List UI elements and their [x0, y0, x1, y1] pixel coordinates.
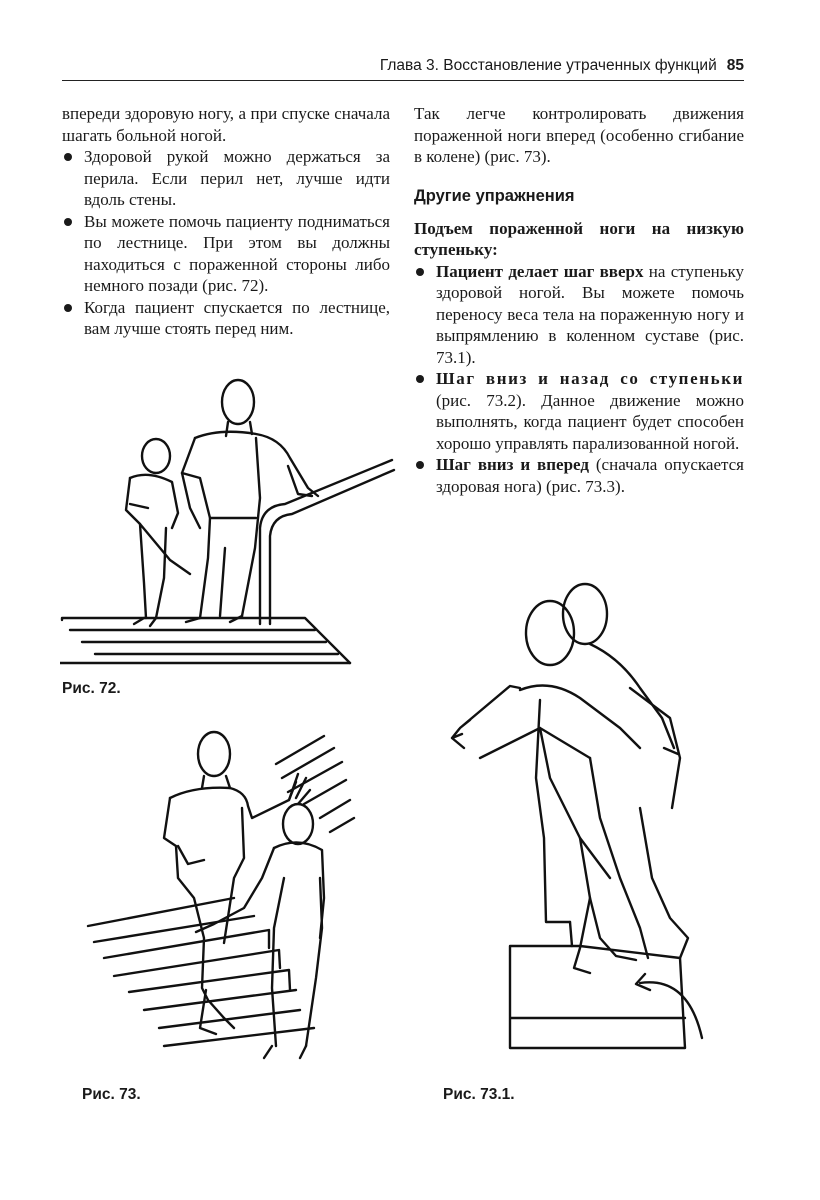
right-bullet-3: [414, 454, 744, 497]
figure-73-caption: Рис. 73.: [82, 1086, 141, 1103]
figure-72-caption: Рис. 72.: [62, 680, 121, 697]
figure-73-1-caption: Рис. 73.1.: [443, 1086, 515, 1103]
fig73-patient-head: [198, 732, 230, 776]
figure-73-illustration: [84, 728, 374, 1073]
exercise-subheading: Подъем пораженной ноги на низкую ступеньку:: [414, 218, 744, 259]
fig72-stairs: [62, 618, 350, 663]
figure-73-1-illustration: [440, 578, 740, 1058]
running-header: [62, 56, 744, 81]
bullet-1-lead: Пациент делает шаг вверх: [436, 261, 644, 281]
left-bullet-3: Когда пациент спускается по лестнице, вам лучше стоять перед ним.: [62, 297, 390, 340]
left-bullet-1: Здоровой рукой можно держаться за перила. Если перил нет, лучше идти вдоль стены.: [62, 146, 390, 211]
bullet-2-text: (рис. 73.2). Данное движение можно выполнять, когда пациент будет способен хорошо управлять парализованной ногой.: [436, 390, 744, 453]
section-title: Другие упражнения: [414, 186, 575, 205]
bullet-3-lead: Шаг вниз и вперед: [436, 455, 589, 474]
fig73-wall-hatching: [276, 736, 354, 832]
right-continuation: Так легче контролировать движения пораженной ноги вперед (особенно сгибание в колене) (рис. 73).: [414, 104, 744, 166]
bullet-1-text: на ступеньку здоровой ногой. Вы можете помочь переносу веса тела на пораженную ногу и выпрямлению в коленном суставе (рис. 73.1).: [436, 261, 745, 367]
fig72-helper-head: [142, 439, 170, 473]
right-column: [414, 103, 744, 497]
bullet-2-lead: Шаг вниз и назад со ступеньки: [436, 369, 744, 388]
left-bullet-list: [62, 146, 390, 340]
fig72-handrail: [260, 460, 392, 624]
figure-72-illustration: [60, 378, 400, 668]
right-bullet-1: [414, 261, 744, 369]
right-bullet-2: [414, 368, 744, 454]
left-continuation: впереди здоровую ногу, а при спуске сначала шагать больной ногой.: [62, 104, 390, 145]
right-bullet-list: [414, 261, 744, 498]
left-column: [62, 103, 390, 340]
fig72-patient-head: [222, 380, 254, 424]
page-number: 85: [726, 57, 744, 74]
chapter-title: Глава 3. Восстановление утраченных функций: [379, 57, 717, 74]
bullet-3-text: (сначала опускается здоровая нога) (рис. 73.3).: [436, 455, 744, 496]
fig731-step: [510, 946, 685, 1048]
left-bullet-2: Вы можете помочь пациенту подниматься по лестнице. При этом вы должны находиться с пораженной стороны либо немного позади (рис. 72).: [62, 211, 390, 297]
fig73-helper-head: [283, 804, 313, 844]
